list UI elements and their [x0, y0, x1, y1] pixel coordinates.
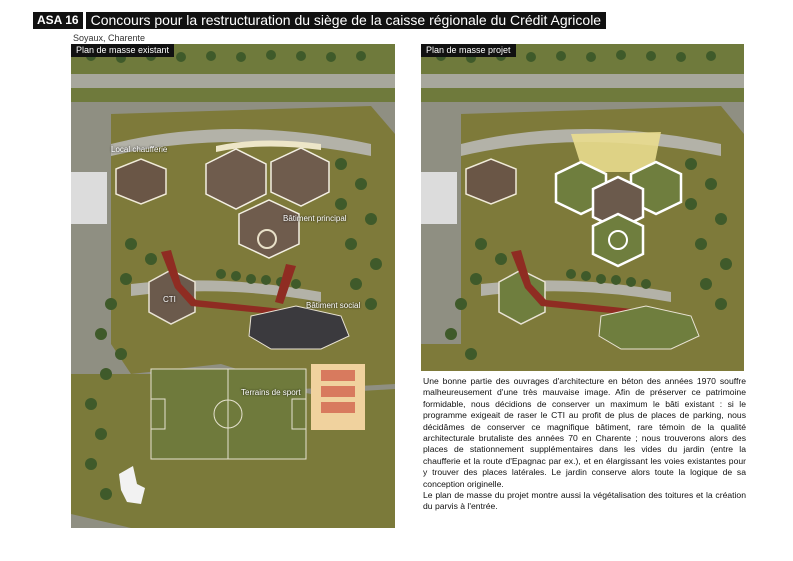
existing-plan-tag: Plan de masse existant [71, 44, 174, 57]
page-title: Concours pour la restructuration du siège de la caisse régionale du Crédit Agricole [86, 12, 607, 29]
existing-site-plan-drawing [71, 44, 395, 528]
label-boiler-room: Local chaufferie [111, 145, 168, 154]
header [33, 12, 606, 29]
label-sports-fields: Terrains de sport [241, 388, 301, 397]
label-main-building: Bâtiment principal [283, 214, 347, 223]
project-plan-tag: Plan de masse projet [421, 44, 516, 57]
project-site-plan [421, 44, 744, 371]
existing-site-plan [71, 44, 395, 528]
description-paragraph-2: Le plan de masse du projet montre aussi la végétalisation des toitures et la création du parvis à l'entrée. [423, 490, 746, 512]
label-cti: CTI [163, 295, 176, 304]
project-description [423, 376, 746, 513]
description-paragraph-1: Une bonne partie des ouvrages d'architecture en béton des années 1970 souffre malheureusement d'une très mauvaise image. Afin de préserver ce patrimoine formidable, nous décidions de conserver un maximum le bâti existant : si le programme exigeait de raser le CTI au profit de plus de places de parking, nous décidâmes de conserver ce magnifique bâtiment, rare témoin de la qualité architecturale brutaliste des années 70 en Charente ; nous trouverons alors des places de stationnement supplémentaires dans les vides du jardin (entre la chaufferie et la route d'Epagnac par ex.), et en élargissant les voies existantes pour y trouver des places latérales. Le jardin conserve alors toute la logique de sa conception originelle. [423, 376, 746, 489]
label-social-building: Bâtiment social [306, 301, 361, 310]
project-code: ASA 16 [33, 12, 83, 29]
project-site-plan-drawing [421, 44, 744, 371]
location-label: Soyaux, Charente [73, 33, 146, 43]
